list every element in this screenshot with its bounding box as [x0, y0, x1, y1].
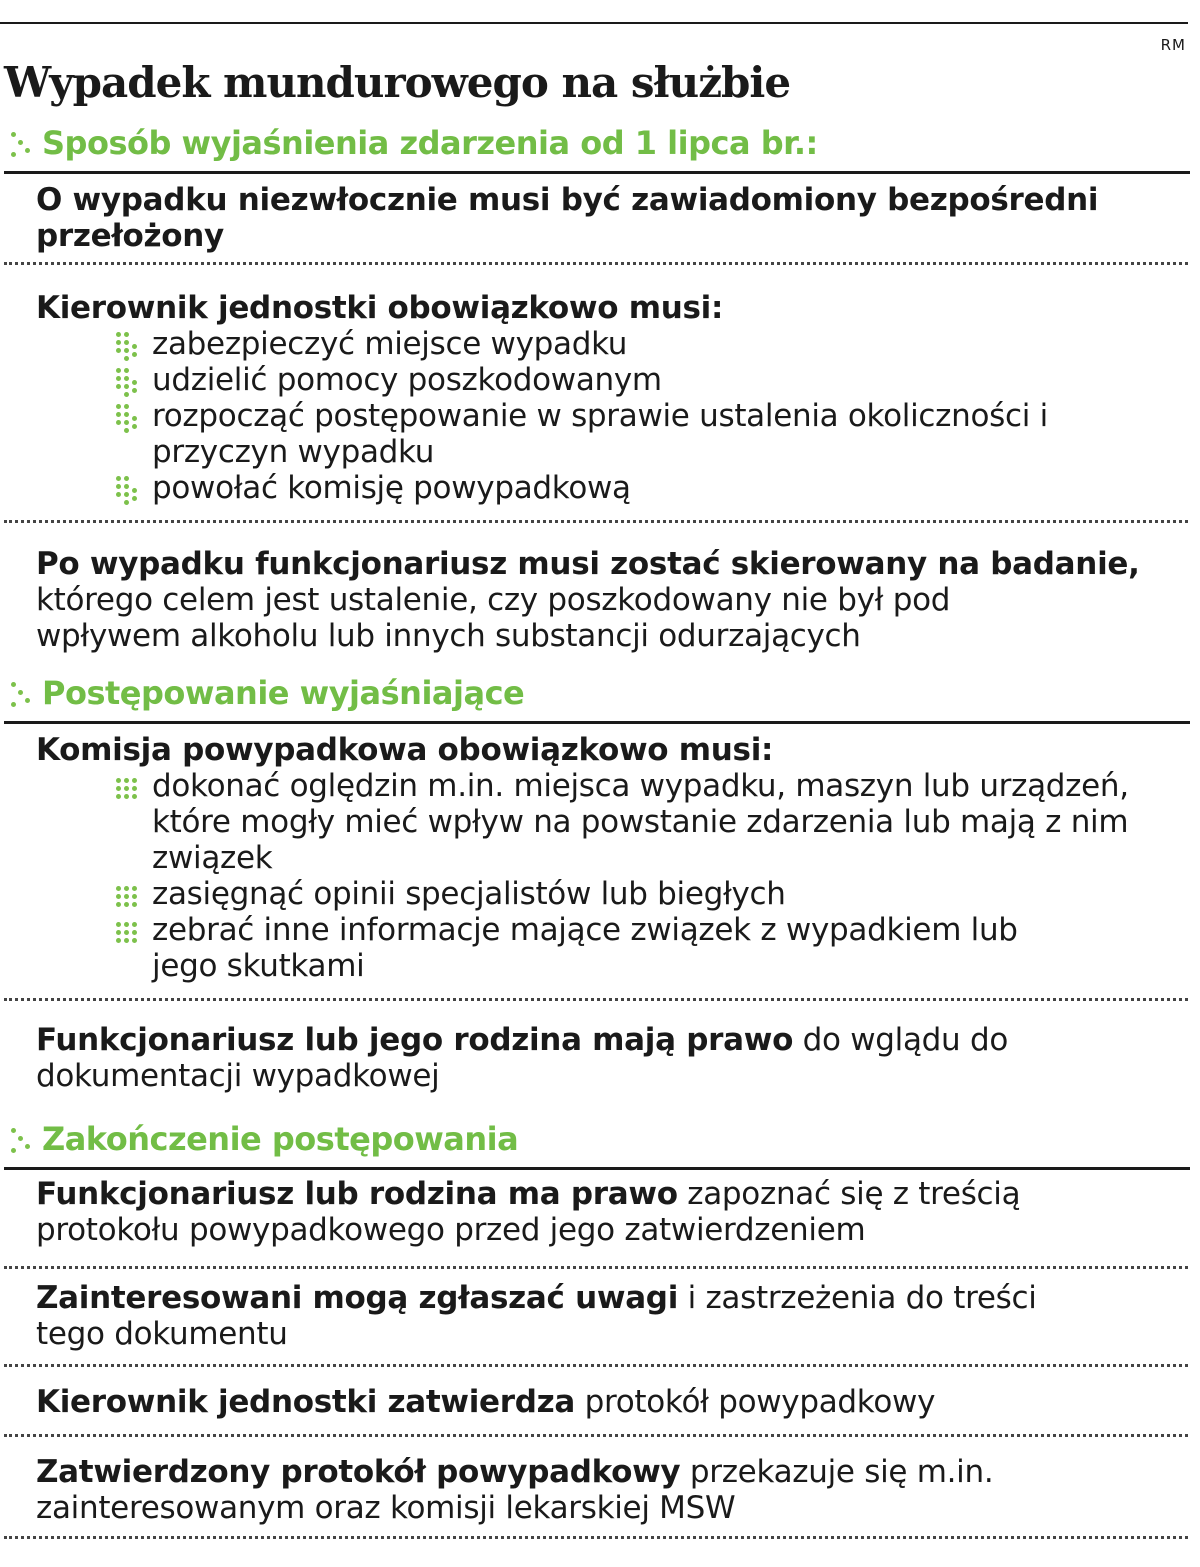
dotted-divider [4, 262, 1188, 265]
section-bullet-icon [8, 1126, 34, 1156]
section-heading-2 [8, 672, 1190, 718]
block-bold-text: O wypadku niezwłocznie musi być zawiadomiony bezpośredni przełożony [36, 182, 1099, 254]
dotted-divider [4, 998, 1188, 1001]
info-block [36, 1384, 1188, 1420]
dotted-divider [4, 1434, 1188, 1437]
top-rule [0, 22, 1188, 24]
block-text: do wglądu do dokumentacji wypadkowej [36, 1022, 1009, 1094]
dotted-divider [4, 1266, 1188, 1269]
bullet-item: zebrać inne informacje mające związek z wypadkiem lub jego skutkami [116, 912, 1036, 984]
block-bold-text: Po wypadku funkcjonariusz musi zostać skierowany na badanie, [36, 546, 1140, 582]
block-bold-text: Kierownik jednostki obowiązkowo musi: [36, 290, 724, 326]
block-text: i zastrzeżenia do treści tego dokumentu [36, 1280, 1037, 1352]
section-rule [4, 721, 1190, 724]
bullet-dots-icon [116, 774, 140, 804]
section-heading-3 [8, 1118, 1190, 1164]
info-block [36, 546, 1188, 654]
info-block [36, 1176, 1076, 1248]
section-heading-1 [8, 122, 1190, 168]
bullet-dots-icon [116, 476, 140, 506]
bullet-item: dokonać oględzin m.in. miejsca wypadku, maszyn lub urządzeń, które mogły mieć wpływ na powstanie zdarzenia lub mają z nim związek [116, 768, 1196, 876]
block-bold-text: Kierownik jednostki zatwierdza [36, 1384, 576, 1420]
block-text: protokół powypadkowy [584, 1384, 936, 1420]
bullet-dots-icon [116, 404, 140, 434]
info-block [36, 182, 1188, 254]
block-bold-text: Funkcjonariusz lub jego rodzina mają prawo [36, 1022, 794, 1058]
author-credit: RM [1160, 36, 1186, 54]
section-rule [4, 1167, 1190, 1170]
section-bullet-icon [8, 130, 34, 160]
bullet-dots-icon [116, 882, 140, 912]
section-bullet-icon [8, 680, 34, 710]
bullet-dots-icon [116, 918, 140, 948]
block-bold-text: Komisja powypadkowa obowiązkowo musi: [36, 732, 774, 768]
block-text: którego celem jest ustalenie, czy poszkodowany nie był pod wpływem alkoholu lub innych substancji odurzających [36, 582, 951, 654]
block-bold-text: Zainteresowani mogą zgłaszać uwagi [36, 1280, 679, 1316]
info-block [36, 1280, 1096, 1352]
page-title: Wypadek mundurowego na służbie [4, 58, 791, 107]
bullet-item: rozpocząć postępowanie w sprawie ustalenia okoliczności i przyczyn wypadku [116, 398, 1136, 470]
dotted-divider [4, 520, 1188, 523]
section-title: Postępowanie wyjaśniające [42, 674, 525, 712]
bullet-dots-icon [116, 332, 140, 362]
section-title: Sposób wyjaśnienia zdarzenia od 1 lipca br.: [42, 124, 818, 162]
section-title: Zakończenie postępowania [42, 1120, 519, 1158]
section-rule [4, 171, 1190, 174]
info-block [36, 1022, 1016, 1094]
block-bold-text: Funkcjonariusz lub rodzina ma prawo [36, 1176, 678, 1212]
dotted-divider [4, 1536, 1188, 1539]
info-block [36, 290, 1188, 326]
info-block [36, 1454, 1076, 1526]
bullet-item: powołać komisję powypadkową [116, 470, 1196, 506]
bullet-item: udzielić pomocy poszkodowanym [116, 362, 1196, 398]
bullet-dots-icon [116, 368, 140, 398]
block-bold-text: Zatwierdzony protokół powypadkowy [36, 1454, 681, 1490]
bullet-item: zabezpieczyć miejsce wypadku [116, 326, 1196, 362]
bullet-item: zasięgnąć opinii specjalistów lub biegłych [116, 876, 1196, 912]
block-text: przekazuje się m.in. zainteresowanym oraz komisji lekarskiej MSW [36, 1454, 994, 1526]
block-text: zapoznać się z treścią protokołu powypadkowego przed jego zatwierdzeniem [36, 1176, 1021, 1248]
info-block [36, 732, 1188, 768]
dotted-divider [4, 1364, 1188, 1367]
